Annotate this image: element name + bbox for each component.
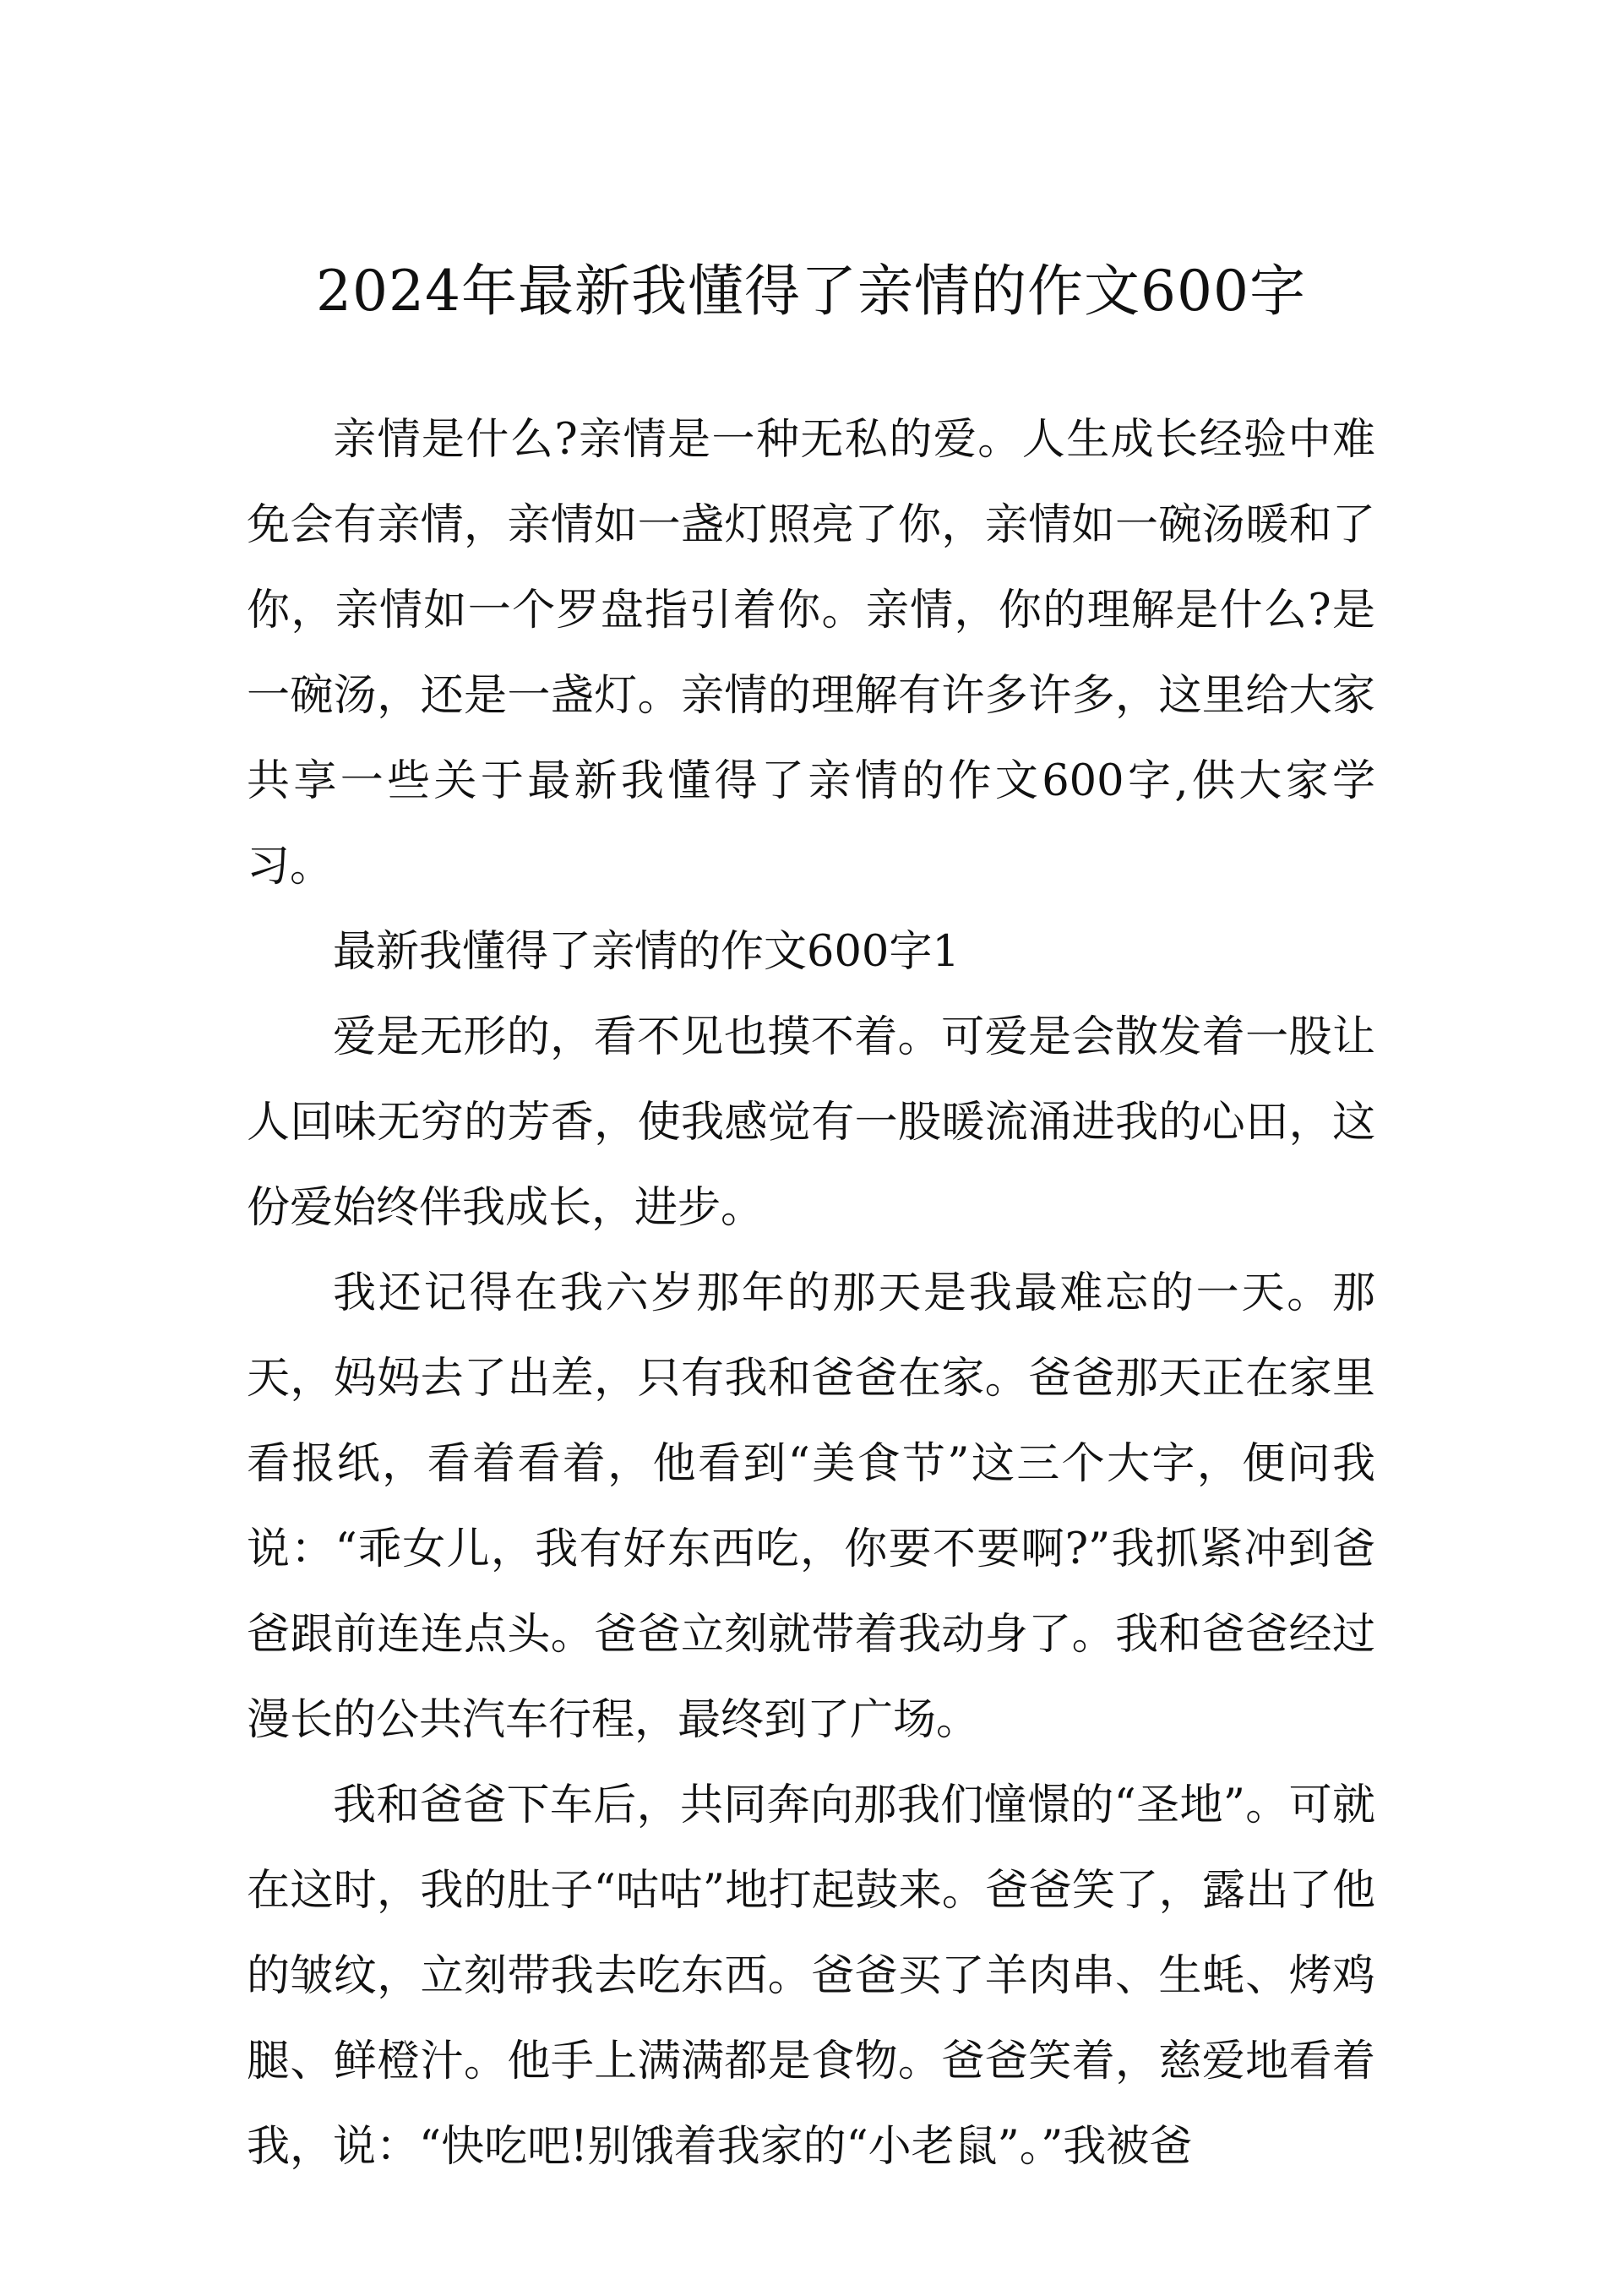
section-heading: 最新我懂得了亲情的作文600字1: [333, 927, 960, 977]
document-title: 2024年最新我懂得了亲情的作文600字: [316, 259, 1306, 324]
paragraph-food-festival: 我和爸爸下车后，共同奔向那我们憧憬的“圣地”。可就在这时，我的肚子“咕咕”地打起鼓来。爸爸笑了，露出了他的皱纹，立刻带我去吃东西。爸爸买了羊肉串、生蚝、烤鸡腿、鲜橙汁。他手上满满都是食物。爸爸笑着，慈爱地看着我，说：“快吃吧!别饿着我家的“小老鼠”。”我被爸: [247, 1781, 1375, 2172]
paragraph-memory: 我还记得在我六岁那年的那天是我最难忘的一天。那天，妈妈去了出差，只有我和爸爸在家。爸爸那天正在家里看报纸，看着看着，他看到“美食节”这三个大字，便问我说：“乖女儿，我有好东西吃，你要不要啊?”我抓紧冲到爸爸跟前连连点头。爸爸立刻就带着我动身了。我和爸爸经过漫长的公共汽车行程，最终到了广场。: [247, 1268, 1375, 1745]
document-body: [247, 397, 1375, 2190]
paragraph-love: 爱是无形的，看不见也摸不着。可爱是会散发着一股让人回味无穷的芳香，使我感觉有一股暖流涌进我的心田，这份爱始终伴我成长，进步。: [247, 1012, 1375, 1233]
paragraph-intro: 亲情是什么?亲情是一种无私的爱。人生成长经验中难免会有亲情，亲情如一盏灯照亮了你，亲情如一碗汤暖和了你，亲情如一个罗盘指引着你。亲情，你的理解是什么?是一碗汤，还是一盏灯。亲情的理解有许多许多，这里给大家共享一些关于最新我懂得了亲情的作文600字,供大家学习。: [247, 415, 1375, 892]
